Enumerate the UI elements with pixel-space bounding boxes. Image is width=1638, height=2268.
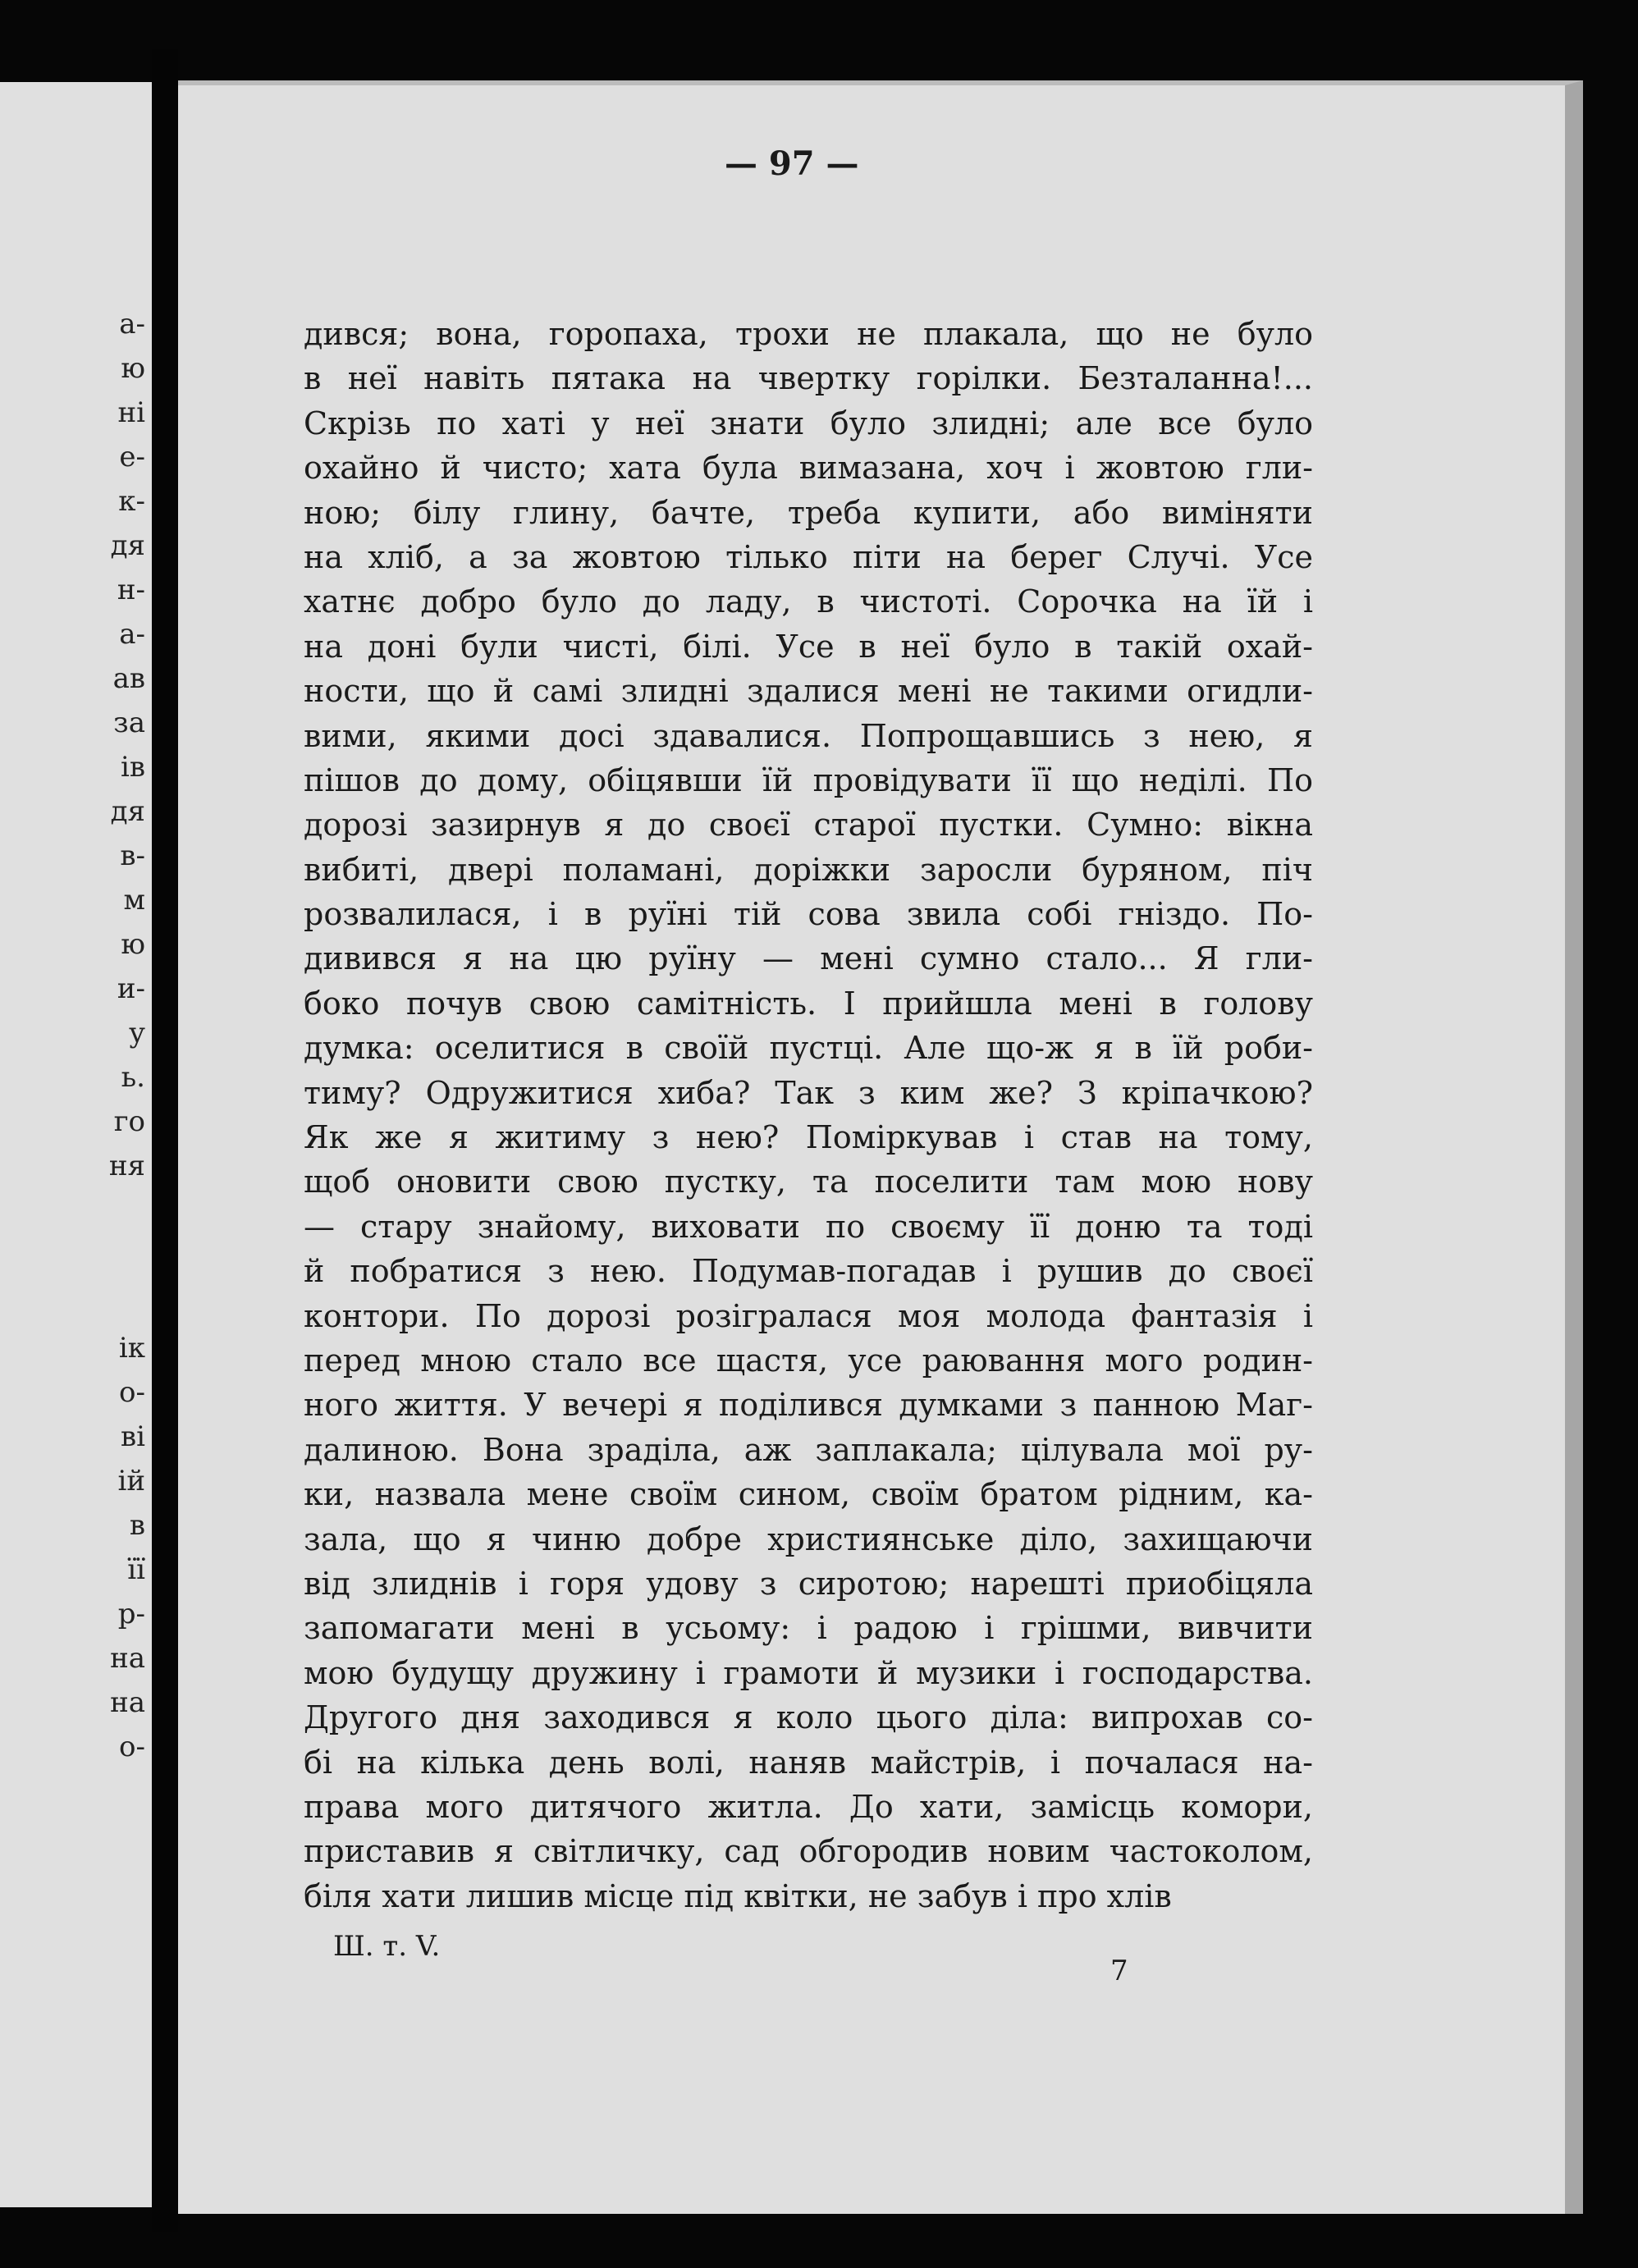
left-fragment: ав <box>112 662 145 695</box>
text-line: вими, якими досі здавалися. Попрощавшись з нею, я <box>304 717 1313 754</box>
body-text <box>304 312 1313 1918</box>
text-line: щоб оновити свою пустку, та поселити там мою нову <box>304 1164 1313 1200</box>
left-fragment: ік <box>118 1332 145 1365</box>
text-line: дивився я на цю руїну — мені сумно стало... Я гли- <box>304 940 1313 977</box>
left-fragment: в <box>129 1509 145 1542</box>
left-fragment: о- <box>119 1731 145 1763</box>
left-fragment: и- <box>117 972 145 1005</box>
left-fragment: е- <box>119 441 145 473</box>
text-line: на доні були чисті, білі. Усе в неї було в такій охай- <box>304 628 1313 665</box>
left-fragment: на <box>110 1642 145 1675</box>
text-line: охайно й чисто; хата була вимазана, хоч і жовтою гли- <box>304 450 1313 487</box>
left-fragment: у <box>128 1017 145 1049</box>
left-fragment: ві <box>120 1420 145 1453</box>
text-line: розвалилася, і в руїні тій сова звила собі гніздо. По- <box>304 896 1313 933</box>
left-fragment: го <box>113 1105 145 1138</box>
text-line: запомагати мені в усьому: і радою і грішми, вивчити <box>304 1610 1313 1647</box>
left-page-fragments <box>109 302 145 1769</box>
text-line: ною; білу глину, бачте, треба купити, або виміняти <box>304 494 1313 531</box>
text-line: Як же я житиму з нею? Поміркував і став на тому, <box>304 1119 1313 1156</box>
text-line: вибиті, двері поламані, доріжки заросли буряном, піч <box>304 851 1313 888</box>
left-fragment: в- <box>120 839 145 872</box>
text-line: перед мною стало все щастя, усе раювання мого родин- <box>304 1342 1313 1379</box>
text-line: мою будущу дружину і грамоти й музики і господарства. <box>304 1654 1313 1691</box>
text-line: зала, що я чиню добре християнське діло, захищаючи <box>304 1520 1313 1557</box>
book-gutter <box>152 49 178 2232</box>
left-fragment: за <box>113 706 145 739</box>
left-fragment: ні <box>117 396 145 429</box>
text-line: ки, назвала мене своїм сином, своїм братом рідним, ка- <box>304 1476 1313 1513</box>
left-fragment: на <box>110 1686 145 1719</box>
signature-mark: Ш. т. V. <box>333 1930 441 1963</box>
text-line: Скрізь по хаті у неї знати було злидні; але все було <box>304 405 1313 441</box>
left-fragment: а- <box>119 308 145 341</box>
text-line: бі на кілька день волі, наняв майстрів, і почалася на- <box>304 1744 1313 1781</box>
left-fragment: ю <box>121 928 145 961</box>
text-line: дився; вона, горопаха, трохи не плакала, що не було <box>304 316 1313 352</box>
text-line: контори. По дорозі розігралася моя молода фантазія і <box>304 1297 1313 1334</box>
text-line: думка: оселитися в своїй пустці. Але що-ж я в їй роби- <box>304 1030 1313 1067</box>
left-fragment: дя <box>110 529 145 562</box>
left-fragment: її <box>127 1553 145 1586</box>
text-line: й побратися з нею. Подумав-погадав і рушив до своєї <box>304 1253 1313 1290</box>
sheet-number: 7 <box>1110 1955 1128 1987</box>
text-line: від злиднів і горя удову з сиротою; нарешті приобіцяла <box>304 1565 1313 1602</box>
left-page-edge <box>0 82 152 2207</box>
text-line: ности, що й самі злидні здалися мені не такими огидли- <box>304 673 1313 710</box>
text-line: приставив я світличку, сад обгородив новим частоколом, <box>304 1833 1313 1870</box>
left-fragment: ій <box>117 1465 145 1498</box>
text-line: права мого дитячого житла. До хати, замісць комори, <box>304 1788 1313 1825</box>
left-fragment: дя <box>110 795 145 828</box>
left-fragment: ь. <box>121 1061 145 1094</box>
text-line: біля хати лишив місце під квітки, не забув і про хлів <box>304 1877 1172 1914</box>
left-fragment: о- <box>119 1376 145 1409</box>
left-fragment: н- <box>117 574 145 606</box>
text-line: боко почув свою самітність. І прийшла мені в голову <box>304 985 1313 1022</box>
text-line: ного життя. У вечері я поділився думками з панною Маг- <box>304 1387 1313 1424</box>
text-line: далиною. Вона зраділа, аж заплакала; цілувала мої ру- <box>304 1431 1313 1468</box>
text-line: на хліб, а за жовтою тілько піти на берег Случі. Усе <box>304 538 1313 575</box>
text-line: — стару знайому, виховати по своєму її доню та тоді <box>304 1208 1313 1245</box>
left-fragment: ю <box>121 352 145 385</box>
left-fragment: а- <box>119 618 145 651</box>
page-number: — 97 — <box>725 144 859 183</box>
left-fragment: ня <box>108 1150 145 1182</box>
text-line: хатнє добро було до ладу, в чистоті. Сорочка на їй і <box>304 583 1313 620</box>
text-line: в неї навіть пятака на чвертку горілки. Безталанна!... <box>304 360 1313 397</box>
left-fragment: р- <box>117 1598 145 1630</box>
text-line: пішов до дому, обіцявши їй провідувати її що неділі. По <box>304 761 1313 798</box>
text-line: тиму? Одружитися хиба? Так з ким же? З кріпачкою? <box>304 1074 1313 1111</box>
text-line: дорозі зазирнув я до своєї старої пустки. Сумно: вікна <box>304 807 1313 844</box>
text-line: Другого дня заходився я коло цього діла: випрохав со- <box>304 1699 1313 1736</box>
left-fragment: к- <box>118 485 145 518</box>
left-fragment: ів <box>120 751 145 784</box>
left-fragment: м <box>123 884 145 917</box>
